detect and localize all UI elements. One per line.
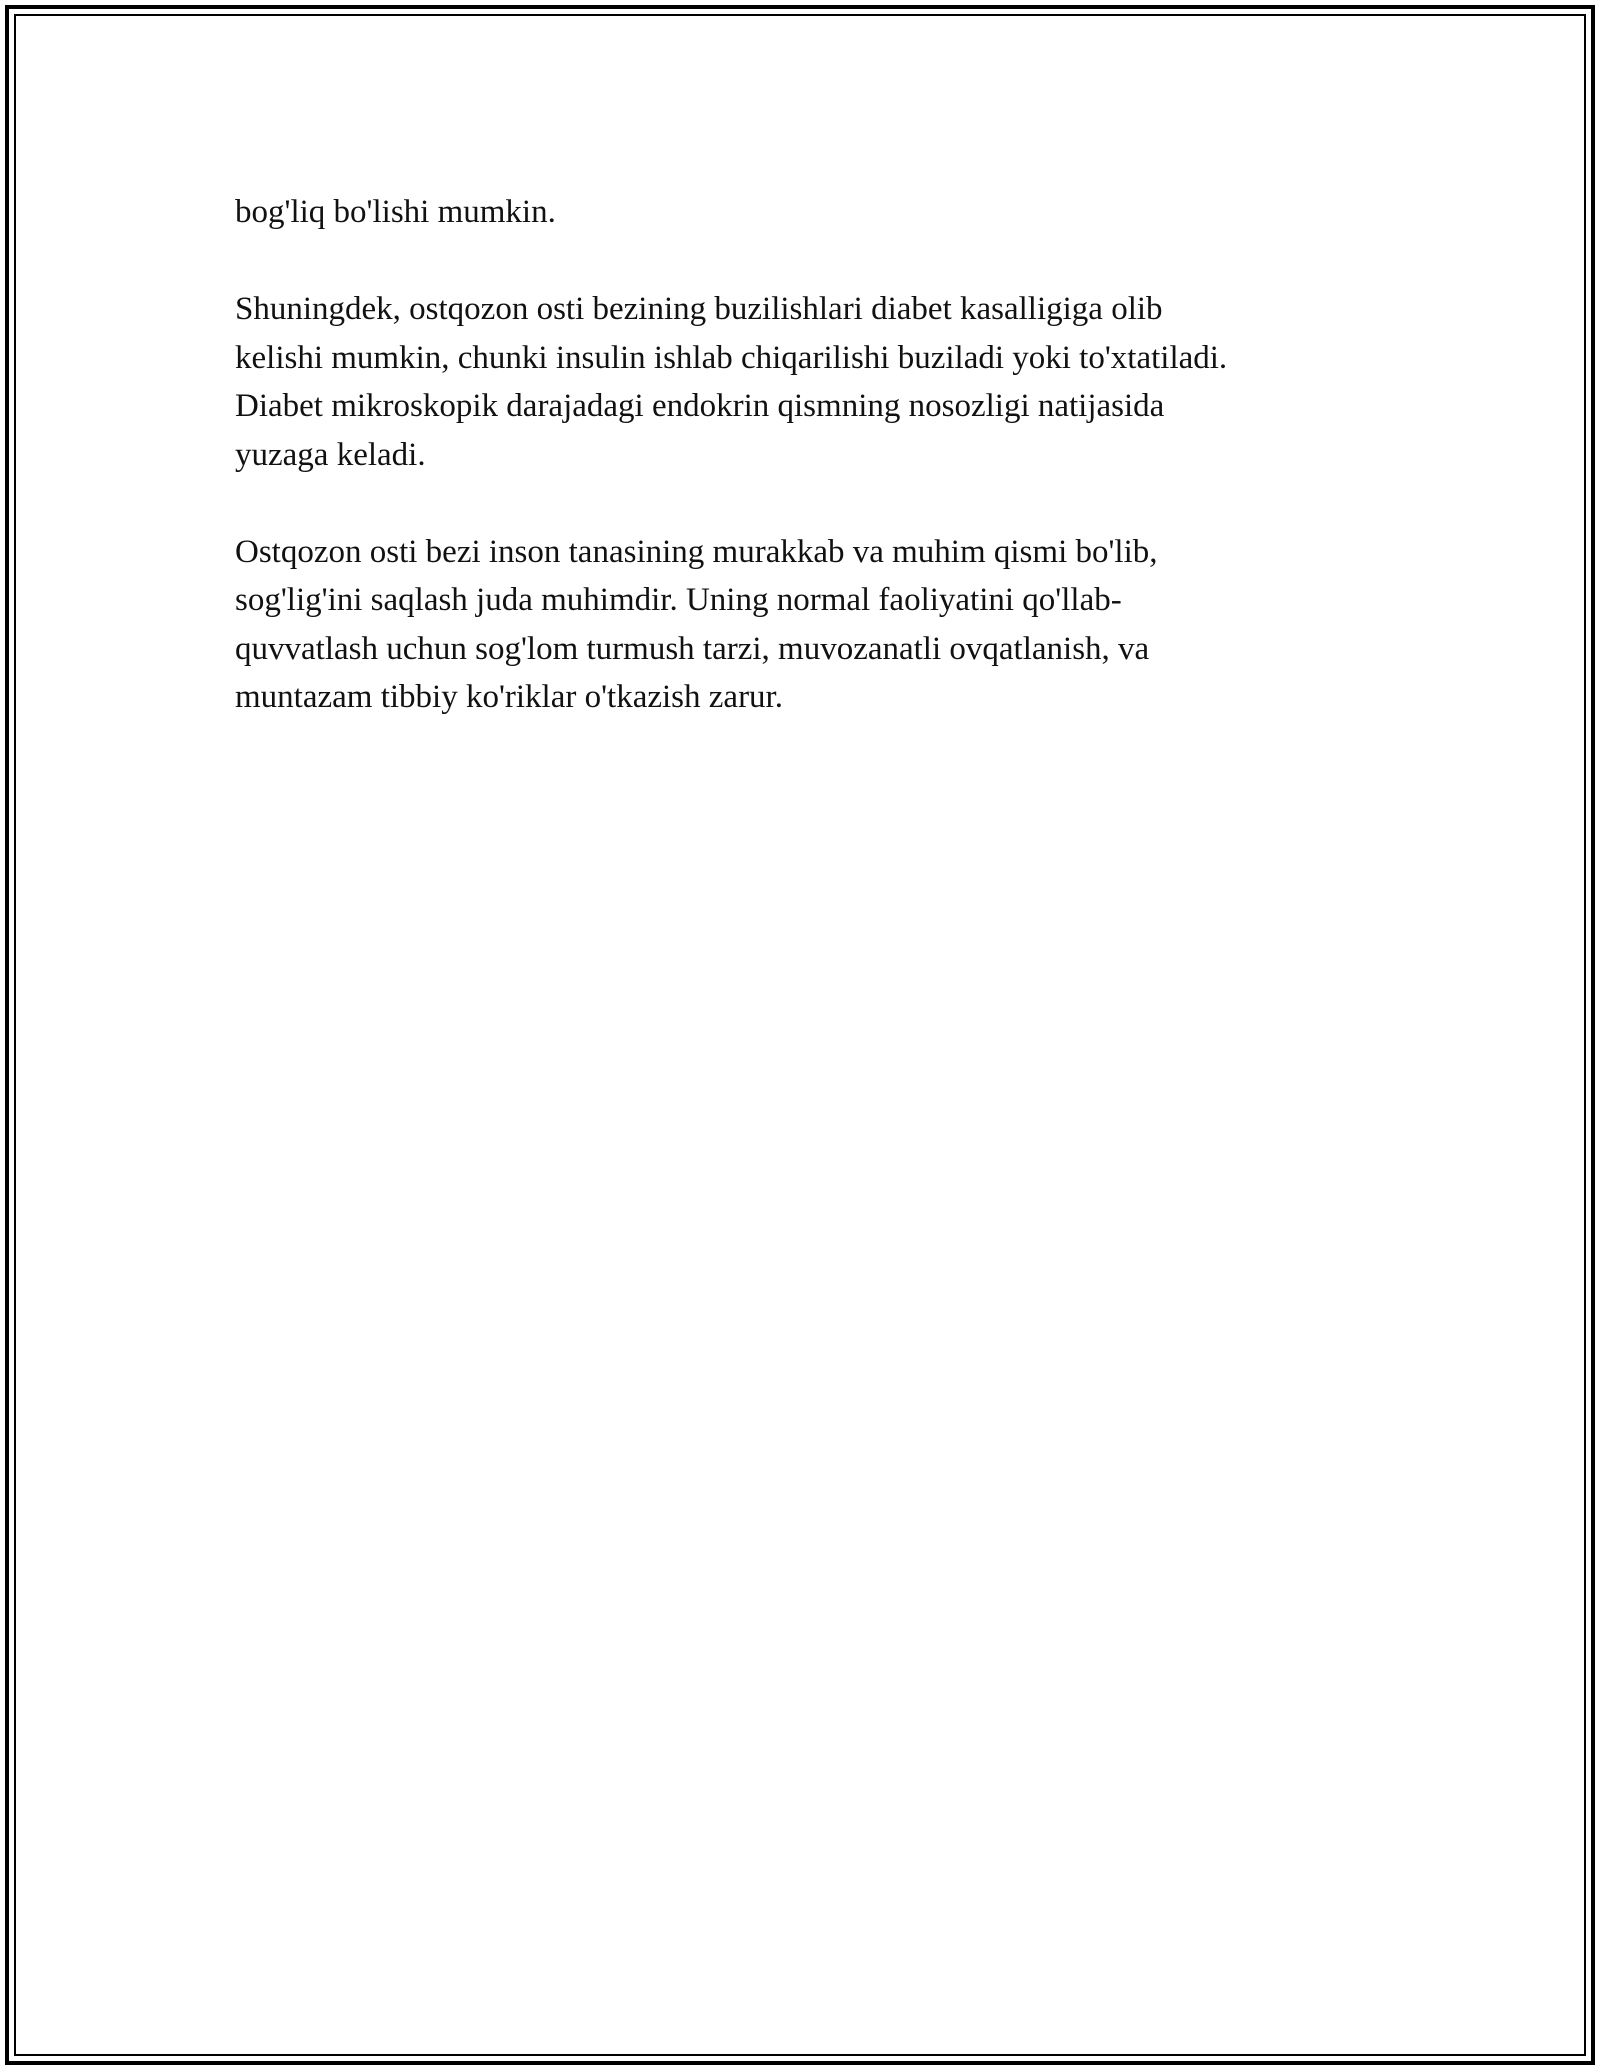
- paragraph-continuation: [235, 188, 1385, 237]
- text-line: Diabet mikroskopik darajadagi endokrin qismning nosozligi natijasida: [235, 388, 1165, 424]
- text-line: Ostqozon osti bezi inson tanasining murakkab va muhim qismi bo'lib,: [235, 533, 1158, 570]
- text-line: Shuningdek, ostqozon osti bezining buzilishlari diabet kasalligiga olib: [235, 291, 1163, 327]
- paragraph-diabetes: [235, 285, 1385, 479]
- text-line: bog'liq bo'lishi mumkin.: [235, 194, 556, 230]
- text-line: kelishi mumkin, chunki insulin ishlab chiqarilishi buziladi yoki to'xtatiladi.: [235, 339, 1228, 376]
- text-line: sog'lig'ini saqlash juda muhimdir. Uning normal faoliyatini qo'llab-: [235, 582, 1122, 618]
- text-line: quvvatlash uchun sog'lom turmush tarzi, muvozanatli ovqatlanish, va: [235, 630, 1150, 667]
- text-line: yuzaga keladi.: [235, 436, 426, 473]
- paragraph-conclusion: [235, 528, 1385, 722]
- document-body: [235, 188, 1385, 770]
- text-line: muntazam tibbiy ko'riklar o'tkazish zarur.: [235, 679, 783, 715]
